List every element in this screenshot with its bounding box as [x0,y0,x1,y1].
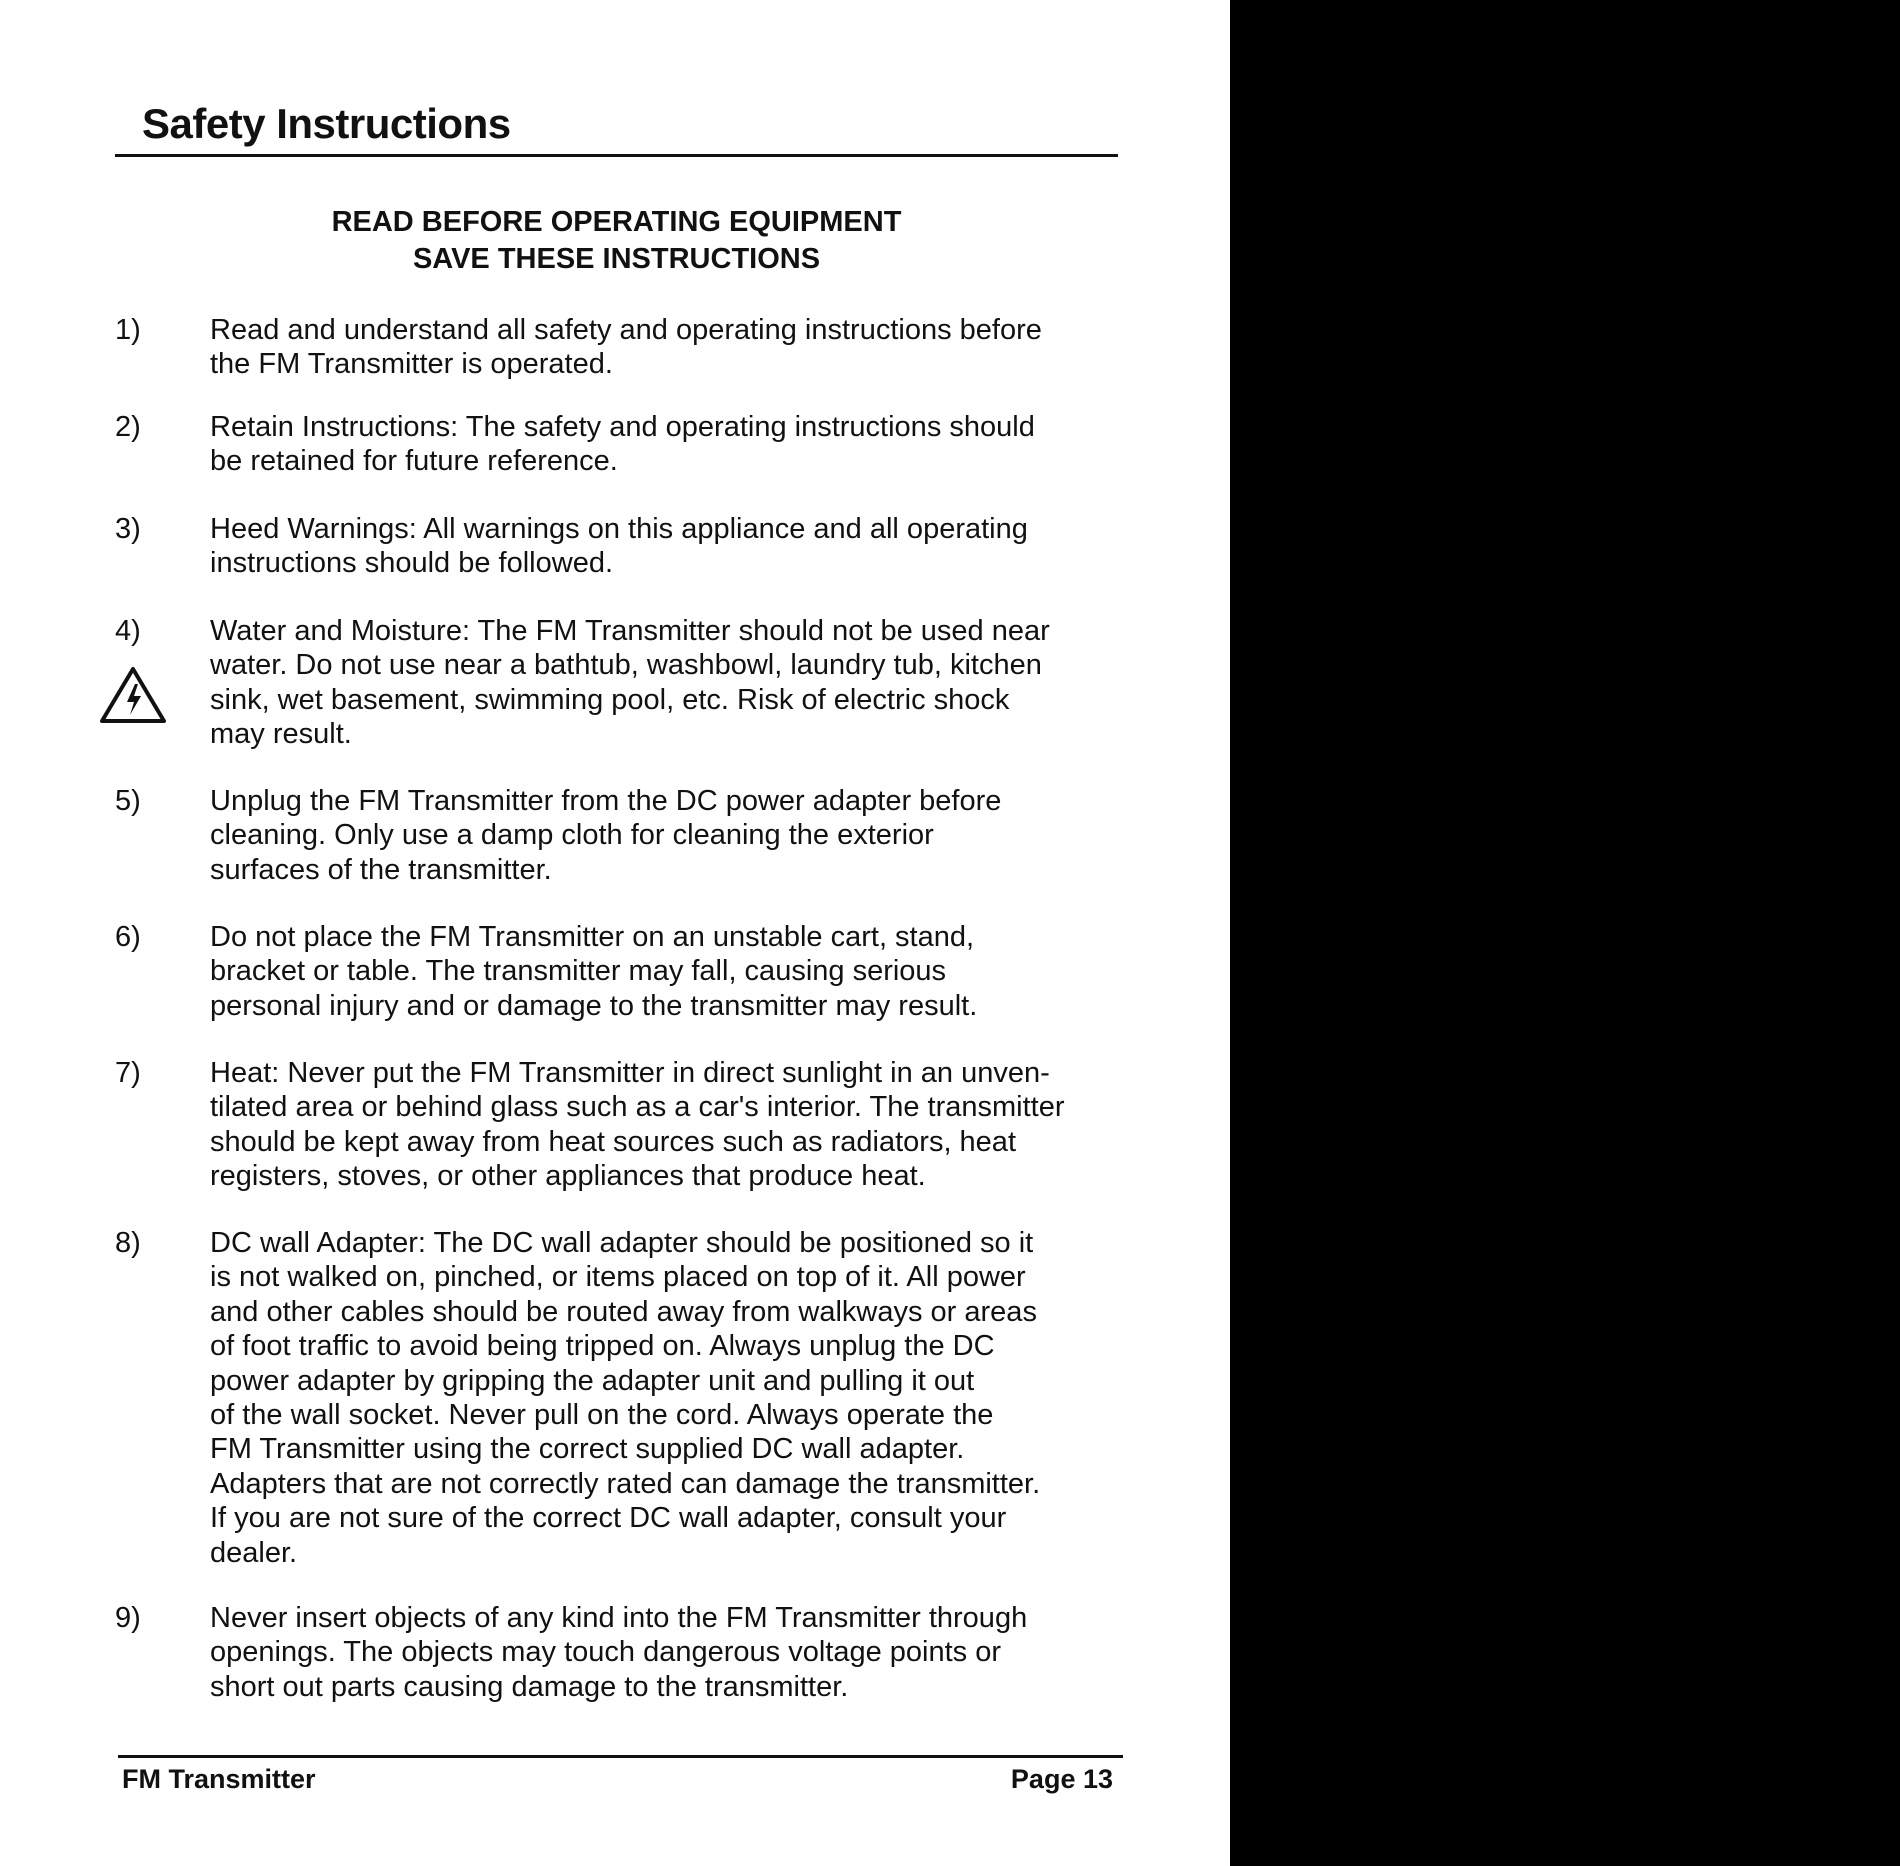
item-number: 1) [115,314,141,346]
electric-shock-warning-icon [99,666,167,724]
item-text: Heed Warnings: All warnings on this appliance and all operating instructions should be followed. [210,513,1028,580]
footer-page-number: Page 13 [1010,1764,1113,1794]
item-number: 5) [115,785,141,817]
item-number: 9) [115,1602,141,1634]
page-title: Safety Instructions [142,100,511,147]
footer-product-name: FM Transmitter [122,1764,316,1794]
item-number: 7) [115,1057,141,1089]
item-text: Do not place the FM Transmitter on an unstable cart, stand, bracket or table. The transmitter may fall, causing serious personal injury and or damage to the transmitter may result. [210,921,978,1022]
title-rule [115,154,1118,157]
item-text: DC wall Adapter: The DC wall adapter should be positioned so it is not walked on, pinched, or items placed on top of it. All power and other cables should be routed away from walkways or areas of foot traffic to avoid being tripped on. Always unplug the DC power adapter by gripping the adapter unit and pulling it out of the wall socket. Never pull on the cord. Always operate the FM Transmitter using the correct supplied DC wall adapter. Adapters that are not correctly rated can damage the transmitter. If you are not sure of the correct DC wall adapter, consult your dealer. [210,1227,1041,1569]
item-text: Never insert objects of any kind into the FM Transmitter through openings. The objects may touch dangerous voltage points or short out parts causing damage to the transmitter. [210,1602,1028,1703]
item-text: Heat: Never put the FM Transmitter in direct sunlight in an unven- tilated area or behind glass such as a car's interior. The transmitter should be kept away from heat sources such as radiators, heat registers, stoves, or other appliances that produce heat. [210,1057,1065,1193]
item-text: Retain Instructions: The safety and operating instructions should be retained for future reference. [210,411,1035,478]
footer-rule [118,1755,1123,1758]
item-number: 2) [115,411,141,443]
item-text: Read and understand all safety and operating instructions before the FM Transmitter is operated. [210,314,1042,381]
item-number: 4) [115,615,141,647]
item-text: Unplug the FM Transmitter from the DC power adapter before cleaning. Only use a damp cloth for cleaning the exterior surfaces of the transmitter. [210,785,1002,886]
item-text: Water and Moisture: The FM Transmitter should not be used near water. Do not use near a bathtub, washbowl, laundry tub, kitchen sink, wet basement, swimming pool, etc. Risk of electric shock may result. [210,615,1050,751]
blank-side-panel [1230,0,1900,1866]
header-read-before: READ BEFORE OPERATING EQUIPMENT [331,206,902,238]
item-number: 8) [115,1227,141,1259]
header-save-instructions: SAVE THESE INSTRUCTIONS [412,243,821,275]
item-number: 3) [115,513,141,545]
item-number: 6) [115,921,141,953]
